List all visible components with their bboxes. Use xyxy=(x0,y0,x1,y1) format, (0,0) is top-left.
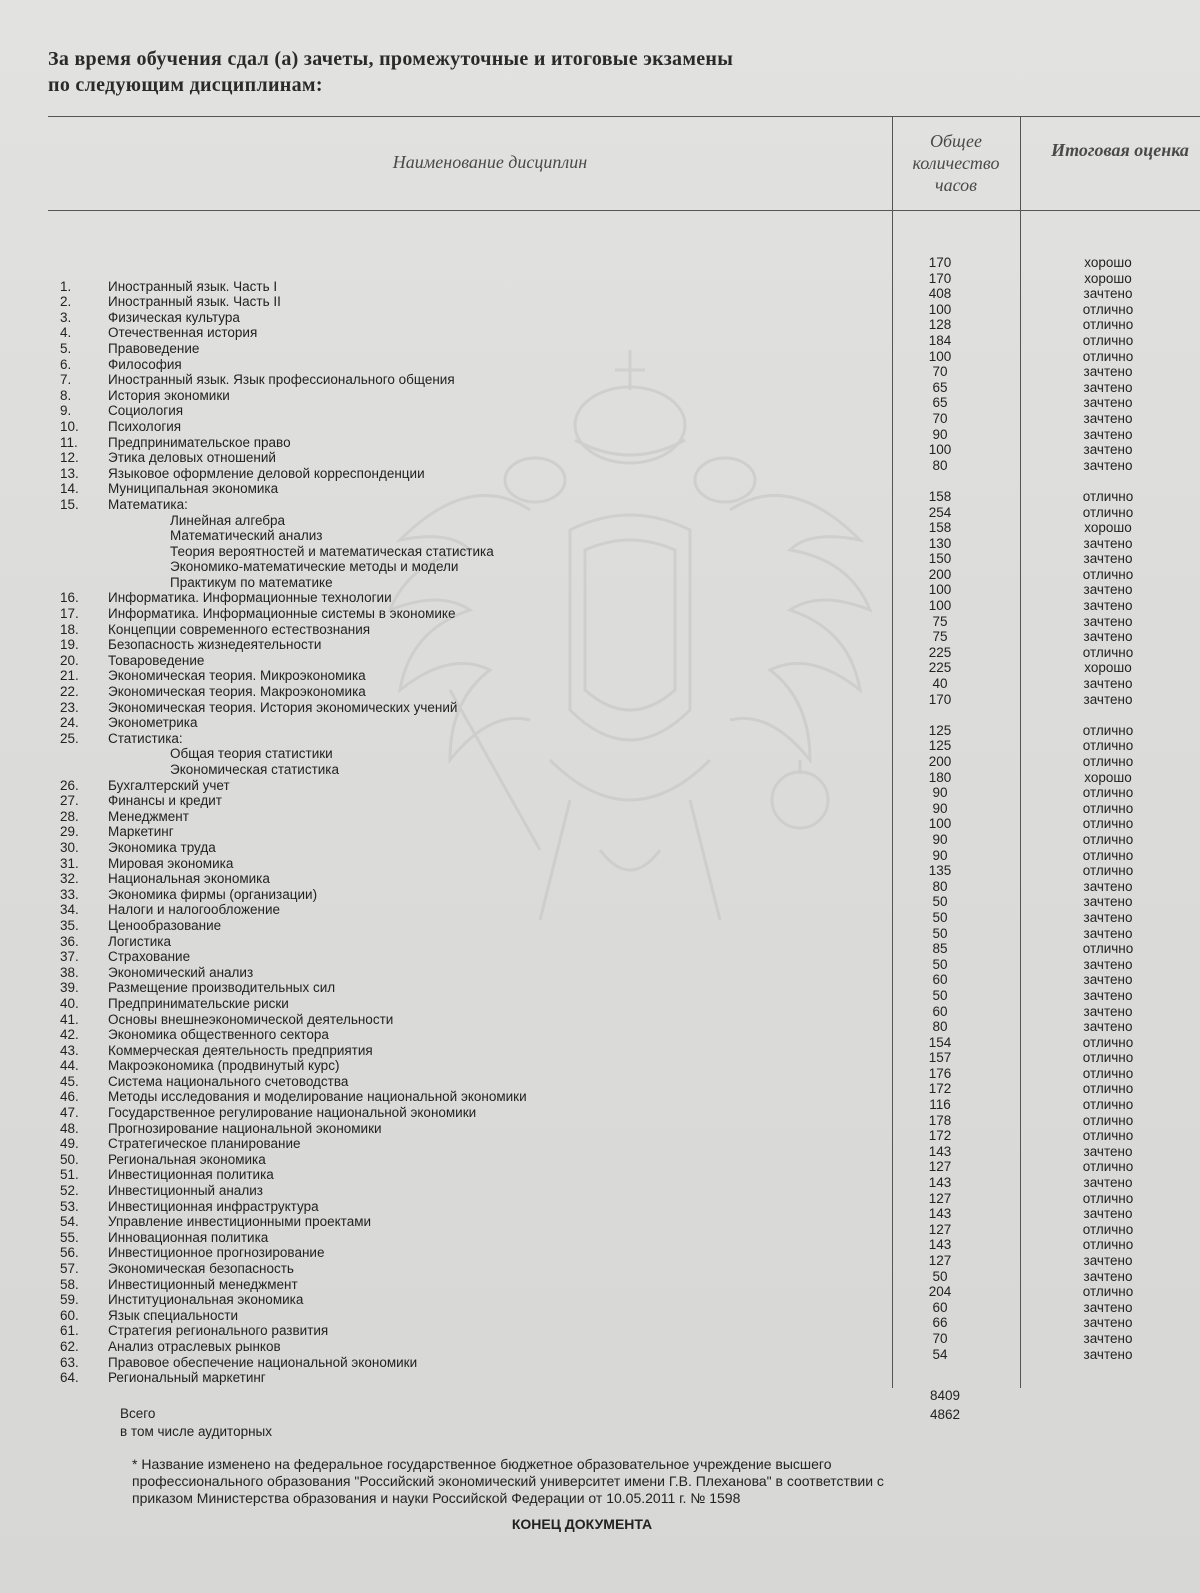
hours-value: 90 xyxy=(932,847,948,863)
footnote-line-1: * Название изменено на федеральное государственное бюджетное образовательное учреждение высшего xyxy=(132,1456,832,1472)
hours-value: 184 xyxy=(928,332,952,348)
hours-value: 143 xyxy=(928,1175,952,1191)
discipline-name: Математика: xyxy=(108,496,188,512)
grade-value: зачтено xyxy=(1083,629,1133,645)
row-number: 21. xyxy=(60,668,79,684)
grade-value: отлично xyxy=(1082,785,1134,801)
discipline-name: Математический анализ xyxy=(170,528,323,544)
discipline-name: Макроэкономика (продвинутый курс) xyxy=(108,1058,340,1074)
hours-value: 50 xyxy=(932,909,948,925)
discipline-name: Инвестиционный менеджмент xyxy=(108,1276,298,1292)
row-number: 29. xyxy=(60,824,79,840)
hours-value: 80 xyxy=(932,457,948,473)
hours-value: 60 xyxy=(932,972,948,988)
hours-value: 170 xyxy=(928,270,952,286)
discipline-name: Практикум по математике xyxy=(170,574,333,590)
discipline-name: Ценообразование xyxy=(108,917,222,933)
hours-value: 128 xyxy=(928,317,952,333)
discipline-name: Теория вероятностей и математическая статистика xyxy=(170,543,494,559)
table-top-rule xyxy=(48,116,1200,117)
hours-value: 90 xyxy=(932,426,948,442)
discipline-name: Экономико-математические методы и модели xyxy=(170,559,459,575)
grade-value: отлично xyxy=(1082,1128,1134,1144)
hours-value: 100 xyxy=(928,348,952,364)
grade-value: отлично xyxy=(1082,722,1134,738)
row-number: 39. xyxy=(60,980,79,996)
hours-value: 65 xyxy=(932,395,948,411)
grade-value: зачтено xyxy=(1083,1253,1133,1268)
grade-value: зачтено xyxy=(1083,457,1133,473)
discipline-name: Товароведение xyxy=(108,652,205,668)
hours-value: 54 xyxy=(932,1346,948,1362)
document-heading xyxy=(48,46,928,98)
row-number: 16. xyxy=(60,590,79,606)
row-number: 25. xyxy=(60,730,79,746)
grade-value: отлично xyxy=(1082,348,1134,364)
discipline-name: Экономическая статистика xyxy=(170,762,340,777)
discipline-name: Информатика. Информационные системы в экономике xyxy=(108,606,456,622)
hours-value: 127 xyxy=(928,1253,952,1268)
row-number: 38. xyxy=(60,964,79,980)
discipline-name: Прогнозирование национальной экономики xyxy=(108,1120,382,1136)
row-number: 9. xyxy=(60,403,72,419)
discipline-name: Национальная экономика xyxy=(108,871,270,887)
hours-value: 125 xyxy=(928,738,952,754)
discipline-name: Анализ отраслевых рынков xyxy=(108,1338,281,1354)
total-hours-value: 8409 xyxy=(929,1388,961,1403)
hours-value: 70 xyxy=(932,1330,948,1346)
grade-value: зачтено xyxy=(1083,878,1133,894)
hours-value: 170 xyxy=(928,691,952,707)
discipline-name: Институциональная экономика xyxy=(108,1292,304,1308)
grade-value: зачтено xyxy=(1083,598,1133,614)
hours-value: 40 xyxy=(932,676,948,692)
grade-value: отлично xyxy=(1082,1237,1134,1253)
discipline-name: Психология xyxy=(108,418,182,434)
discipline-name: Страхование xyxy=(108,949,191,965)
row-number: 10. xyxy=(60,418,79,434)
table-row xyxy=(0,255,1200,279)
row-number: 60. xyxy=(60,1307,79,1323)
row-number: 8. xyxy=(60,387,72,403)
hours-value: 90 xyxy=(932,785,948,801)
row-number: 13. xyxy=(60,465,79,481)
discipline-name: Инновационная политика xyxy=(108,1229,269,1245)
hours-value: 85 xyxy=(932,941,948,957)
end-label-text: КОНЕЦ ДОКУМЕНТА xyxy=(511,1516,653,1532)
hours-value: 100 xyxy=(928,442,952,458)
hours-value: 80 xyxy=(932,878,948,894)
discipline-name: Социология xyxy=(108,403,184,419)
discipline-name: Экономика общественного сектора xyxy=(108,1027,329,1043)
discipline-table xyxy=(0,255,1200,1386)
row-number: 34. xyxy=(60,902,79,918)
hours-value: 172 xyxy=(928,1081,952,1097)
hours-value: 127 xyxy=(928,1190,952,1206)
hours-value: 90 xyxy=(932,800,948,816)
discipline-name: Иностранный язык. Часть I xyxy=(108,278,278,294)
table-row xyxy=(0,286,1200,310)
hours-value: 130 xyxy=(928,535,952,551)
hours-value: 158 xyxy=(928,520,952,536)
hours-value: 80 xyxy=(932,1019,948,1035)
row-number: 48. xyxy=(60,1120,79,1136)
discipline-name: Экономика фирмы (организации) xyxy=(108,886,318,902)
column-header-hours: Общее количество часов xyxy=(912,131,1000,195)
row-number: 28. xyxy=(60,808,79,824)
grade-value: отлично xyxy=(1082,488,1134,504)
discipline-name: Инвестиционное прогнозирование xyxy=(108,1245,325,1261)
hours-value: 100 xyxy=(928,301,952,317)
heading-line-1: За время обучения сдал (а) зачеты, промежуточные и итоговые экзамены xyxy=(48,48,734,70)
discipline-name: Статистика: xyxy=(108,730,183,746)
discipline-name: Правоведение xyxy=(108,340,200,356)
row-number: 24. xyxy=(60,715,79,731)
discipline-name: Линейная алгебра xyxy=(170,512,286,528)
discipline-name: Муниципальная экономика xyxy=(108,481,279,497)
row-number: 46. xyxy=(60,1089,79,1105)
grade-value: зачтено xyxy=(1083,1330,1133,1346)
discipline-name: Общая теория статистики xyxy=(170,746,333,762)
discipline-name: Безопасность жизнедеятельности xyxy=(108,637,322,653)
grade-value: зачтено xyxy=(1083,676,1133,692)
hours-value: 127 xyxy=(928,1221,952,1237)
grade-value: отлично xyxy=(1082,754,1134,769)
hours-value: 75 xyxy=(932,629,948,645)
table-row xyxy=(0,481,1200,497)
grade-value: отлично xyxy=(1082,847,1134,863)
row-number: 49. xyxy=(60,1136,79,1152)
row-number: 27. xyxy=(60,793,79,809)
hours-value: 158 xyxy=(928,488,952,504)
row-number: 58. xyxy=(60,1276,79,1292)
grade-value: зачтено xyxy=(1083,1299,1133,1315)
hours-value: 408 xyxy=(928,286,952,302)
hours-value: 200 xyxy=(928,754,952,769)
hours-value: 135 xyxy=(928,863,952,879)
discipline-name: Информатика. Информационные технологии xyxy=(108,590,392,606)
discipline-name: Физическая культура xyxy=(108,309,240,325)
end-of-document-label xyxy=(0,1516,1200,1532)
row-number: 6. xyxy=(60,356,72,372)
discipline-name: Основы внешнеэкономической деятельности xyxy=(108,1011,394,1027)
grade-value: зачтено xyxy=(1083,426,1133,442)
row-number: 26. xyxy=(60,777,79,793)
grade-value: зачтено xyxy=(1083,987,1133,1003)
grade-value: зачтено xyxy=(1083,613,1133,629)
discipline-name: Иностранный язык. Часть II xyxy=(108,294,281,310)
discipline-name: Государственное регулирование национальной экономики xyxy=(108,1105,477,1121)
hours-value: 60 xyxy=(932,1299,948,1315)
discipline-name: Логистика xyxy=(108,933,172,949)
grade-value: отлично xyxy=(1082,1159,1134,1175)
discipline-name: Налоги и налогообложение xyxy=(108,902,280,918)
row-number: 14. xyxy=(60,481,79,497)
discipline-name: Язык специальности xyxy=(108,1307,238,1323)
grade-value: отлично xyxy=(1082,1221,1134,1237)
grade-value: зачтено xyxy=(1083,1175,1133,1191)
row-number: 61. xyxy=(60,1323,79,1339)
row-number: 50. xyxy=(60,1151,79,1167)
hours-value: 65 xyxy=(932,379,948,395)
row-number: 35. xyxy=(60,917,79,933)
grade-value: отлично xyxy=(1082,816,1134,832)
grade-value: отлично xyxy=(1082,800,1134,816)
discipline-name: Экономическая теория. Макроэкономика xyxy=(108,684,366,700)
table-row xyxy=(0,1370,1200,1386)
row-number: 18. xyxy=(60,621,79,637)
discipline-name: Экономическая теория. Микроэкономика xyxy=(108,668,366,684)
grade-value: отлично xyxy=(1082,1284,1134,1300)
hours-value: 157 xyxy=(928,1050,952,1066)
grade-value: зачтено xyxy=(1083,410,1133,426)
table-row xyxy=(0,715,1200,731)
row-number: 33. xyxy=(60,886,79,902)
row-number: 45. xyxy=(60,1073,79,1089)
discipline-name: Стратегия регионального развития xyxy=(108,1323,329,1339)
discipline-name: Методы исследования и моделирование национальной экономики xyxy=(108,1089,527,1105)
hours-value: 100 xyxy=(928,582,952,598)
hours-value: 143 xyxy=(928,1237,952,1253)
hours-value: 178 xyxy=(928,1112,952,1128)
grade-value: отлично xyxy=(1082,1034,1134,1050)
grade-value: отлично xyxy=(1082,941,1134,957)
table-row xyxy=(0,270,1200,295)
discipline-name: Предпринимательское право xyxy=(108,434,291,450)
auditory-hours-value: 4862 xyxy=(929,1407,961,1422)
grade-value: зачтено xyxy=(1083,395,1133,411)
row-number: 15. xyxy=(60,496,79,512)
row-number: 20. xyxy=(60,652,79,668)
discipline-name: Мировая экономика xyxy=(108,855,234,871)
column-header-grade: Итоговая оценка xyxy=(1051,140,1189,160)
row-number: 5. xyxy=(60,340,72,356)
grade-value: зачтено xyxy=(1083,286,1133,302)
total-label: Всего xyxy=(120,1406,156,1421)
hours-value: 50 xyxy=(932,925,948,941)
grade-value: отлично xyxy=(1082,1097,1134,1113)
grade-value: зачтено xyxy=(1083,1268,1133,1284)
hours-value: 176 xyxy=(928,1065,952,1081)
row-number: 51. xyxy=(60,1167,79,1183)
discipline-name: Менеджмент xyxy=(108,808,189,824)
grade-value: зачтено xyxy=(1083,925,1133,941)
discipline-name: Предпринимательские риски xyxy=(108,995,289,1011)
hours-value: 70 xyxy=(932,364,948,380)
hours-value: 170 xyxy=(928,255,952,270)
hours-value: 225 xyxy=(928,644,952,660)
row-number: 17. xyxy=(60,606,79,622)
grade-value: отлично xyxy=(1082,1065,1134,1081)
row-number: 11. xyxy=(60,434,78,450)
grade-value: зачтено xyxy=(1083,691,1133,707)
grade-value: отлично xyxy=(1082,738,1134,754)
row-number: 62. xyxy=(60,1338,79,1354)
grade-value: хорошо xyxy=(1084,255,1132,270)
discipline-name: Размещение производительных сил xyxy=(108,980,336,996)
discipline-name: Бухгалтерский учет xyxy=(108,777,230,793)
hours-value: 143 xyxy=(928,1206,952,1222)
grade-value: зачтено xyxy=(1083,582,1133,598)
hours-value: 180 xyxy=(928,769,952,785)
row-number: 57. xyxy=(60,1261,79,1276)
row-number: 43. xyxy=(60,1042,79,1058)
hours-value: 70 xyxy=(932,410,948,426)
discipline-name: Маркетинг xyxy=(108,824,174,840)
grade-value: зачтено xyxy=(1083,364,1133,380)
footnote xyxy=(132,1456,1032,1507)
grade-value: отлично xyxy=(1082,1190,1134,1206)
grade-value: хорошо xyxy=(1084,660,1132,676)
row-number: 4. xyxy=(60,325,72,341)
grade-value: зачтено xyxy=(1083,442,1133,458)
grade-value: хорошо xyxy=(1084,769,1132,785)
row-number: 23. xyxy=(60,699,79,715)
grade-value: отлично xyxy=(1082,1081,1134,1097)
row-number: 54. xyxy=(60,1214,79,1230)
row-number: 59. xyxy=(60,1292,79,1308)
table-header-rule xyxy=(48,210,1200,211)
grade-value: зачтено xyxy=(1083,909,1133,925)
heading-line-2: по следующим дисциплинам: xyxy=(48,74,323,96)
hours-value: 100 xyxy=(928,598,952,614)
row-number: 53. xyxy=(60,1198,79,1214)
grade-value: зачтено xyxy=(1083,1206,1133,1222)
discipline-name: Концепции современного естествознания xyxy=(108,621,371,637)
hours-value: 150 xyxy=(928,551,952,567)
grade-value: зачтено xyxy=(1083,956,1133,972)
row-number: 2. xyxy=(60,294,72,310)
hours-value: 127 xyxy=(928,1159,952,1175)
discipline-name: Стратегическое планирование xyxy=(108,1136,301,1152)
row-number: 32. xyxy=(60,871,79,887)
hours-value: 100 xyxy=(928,816,952,832)
row-number: 63. xyxy=(60,1354,79,1370)
grade-value: отлично xyxy=(1082,863,1134,879)
grade-value: зачтено xyxy=(1083,1143,1133,1159)
discipline-name: Финансы и кредит xyxy=(108,793,222,809)
discipline-name: Экономическая безопасность xyxy=(108,1261,294,1276)
discipline-name: Инвестиционная инфраструктура xyxy=(108,1198,319,1214)
grade-value: зачтено xyxy=(1083,535,1133,551)
row-number: 37. xyxy=(60,949,79,965)
hours-value: 50 xyxy=(932,894,948,910)
hours-value: 50 xyxy=(932,987,948,1003)
row-number: 3. xyxy=(60,309,72,325)
grade-value: отлично xyxy=(1082,332,1134,348)
grade-value: зачтено xyxy=(1083,1019,1133,1035)
hours-value: 143 xyxy=(928,1143,952,1159)
column-header-name: Наименование дисциплин xyxy=(392,152,588,172)
grade-value: зачтено xyxy=(1083,1315,1133,1331)
discipline-name: Правовое обеспечение национальной экономики xyxy=(108,1354,418,1370)
row-number: 44. xyxy=(60,1058,79,1074)
hours-value: 66 xyxy=(932,1315,948,1331)
grade-value: отлично xyxy=(1082,1050,1134,1066)
discipline-name: Языковое оформление деловой корреспонденции xyxy=(108,465,425,481)
discipline-name: Философия xyxy=(108,356,182,372)
discipline-name: История экономики xyxy=(108,387,230,403)
grade-value: зачтено xyxy=(1083,1346,1133,1362)
hours-value: 60 xyxy=(932,1003,948,1019)
grade-value: хорошо xyxy=(1084,270,1132,286)
discipline-name: Экономическая теория. История экономических учений xyxy=(108,699,458,715)
grade-value: отлично xyxy=(1082,1112,1134,1128)
row-number: 1. xyxy=(60,278,72,294)
grade-value: зачтено xyxy=(1083,1003,1133,1019)
hours-value: 125 xyxy=(928,722,952,738)
discipline-name: Иностранный язык. Язык профессионального общения xyxy=(108,372,455,388)
row-number: 47. xyxy=(60,1105,79,1121)
hours-value: 225 xyxy=(928,660,952,676)
row-number: 40. xyxy=(60,995,79,1011)
discipline-name: Инвестиционная политика xyxy=(108,1167,274,1183)
hours-value: 254 xyxy=(928,504,952,520)
row-number: 42. xyxy=(60,1027,79,1043)
row-number: 55. xyxy=(60,1229,79,1245)
discipline-name: Экономический анализ xyxy=(108,964,254,980)
grade-value: хорошо xyxy=(1084,520,1132,536)
footnote-line-2: профессионального образования "Российский экономический университет имени Г.В. Плеханова" в соответствии с xyxy=(132,1473,884,1489)
grade-value: зачтено xyxy=(1083,894,1133,910)
row-number: 30. xyxy=(60,839,79,855)
grade-value: отлично xyxy=(1082,831,1134,847)
hours-value: 172 xyxy=(928,1128,952,1144)
hours-value: 50 xyxy=(932,1268,948,1284)
grade-value: зачтено xyxy=(1083,551,1133,567)
hours-value: 200 xyxy=(928,566,952,582)
row-number: 52. xyxy=(60,1183,79,1199)
discipline-name: Управление инвестиционными проектами xyxy=(108,1214,372,1230)
grade-value: отлично xyxy=(1082,566,1134,582)
grade-value: зачтено xyxy=(1083,379,1133,395)
row-number: 22. xyxy=(60,684,79,700)
discipline-name: Отечественная история xyxy=(108,325,258,341)
discipline-name: Этика деловых отношений xyxy=(108,450,276,466)
discipline-name: Эконометрика xyxy=(108,715,198,731)
discipline-name: Коммерческая деятельность предприятия xyxy=(108,1042,373,1058)
hours-value: 154 xyxy=(928,1034,952,1050)
grade-value: отлично xyxy=(1082,644,1134,660)
hours-value: 75 xyxy=(932,613,948,629)
grade-value: отлично xyxy=(1082,301,1134,317)
hours-value: 90 xyxy=(932,831,948,847)
row-number: 41. xyxy=(60,1011,79,1027)
hours-value: 204 xyxy=(928,1284,952,1300)
grade-value: отлично xyxy=(1082,504,1134,520)
discipline-name: Система национального счетоводства xyxy=(108,1073,349,1089)
row-number: 36. xyxy=(60,933,79,949)
discipline-name: Экономика труда xyxy=(108,839,216,855)
row-number: 12. xyxy=(60,450,79,466)
auditory-label: в том числе аудиторных xyxy=(120,1424,272,1439)
row-number: 56. xyxy=(60,1245,79,1261)
grade-value: зачтено xyxy=(1083,972,1133,988)
row-number: 31. xyxy=(60,855,79,871)
discipline-name: Инвестиционный анализ xyxy=(108,1183,263,1199)
row-number: 19. xyxy=(60,637,79,653)
row-number: 64. xyxy=(60,1370,79,1386)
row-number: 7. xyxy=(60,372,72,388)
hours-value: 50 xyxy=(932,956,948,972)
discipline-name: Региональная экономика xyxy=(108,1151,266,1167)
grade-value: отлично xyxy=(1082,317,1134,333)
hours-value: 116 xyxy=(929,1097,951,1113)
discipline-name: Региональный маркетинг xyxy=(108,1370,266,1386)
footnote-line-3: приказом Министерства образования и науки Российской Федерации от 10.05.2011 г. № 1598 xyxy=(132,1490,741,1506)
